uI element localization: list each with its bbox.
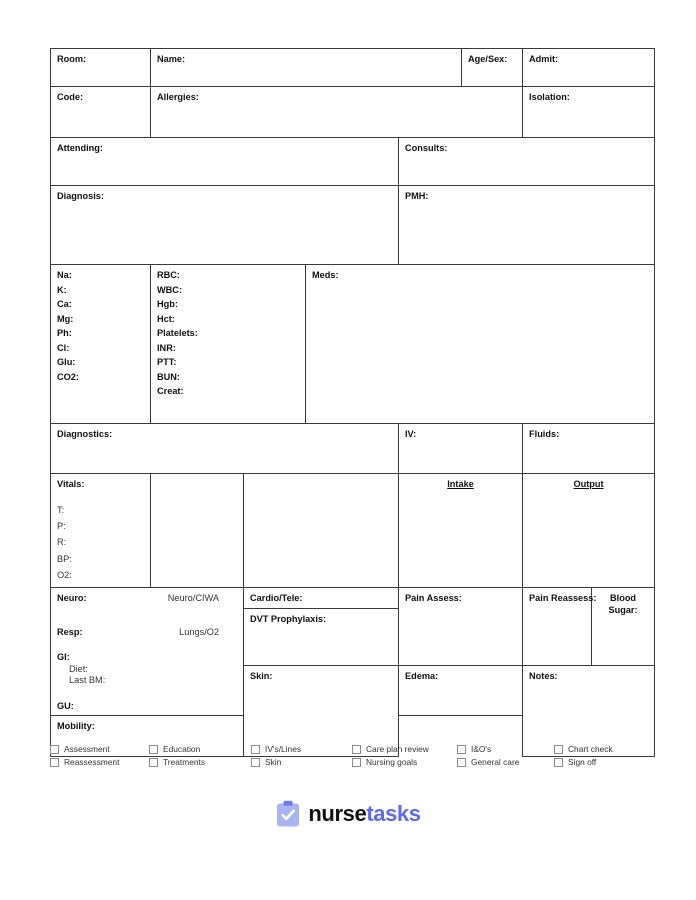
neuro-label: Neuro: [57,593,87,603]
cell-diagnostics[interactable] [51,424,399,474]
resp-sublabel: Lungs/O2 [179,626,219,637]
nursing-report-table [50,48,655,757]
diagnosis-label: Diagnosis: [57,191,104,201]
table-row-assessment-top [51,588,655,609]
spacer [57,638,237,652]
cell-labs-chemistry[interactable] [51,265,151,424]
vitals-item: O2: [57,570,72,581]
iv-label: IV: [405,429,417,439]
edema-label: Edema: [405,670,439,681]
lab-item: Mg: [57,313,74,324]
lab-item: PTT: [157,357,177,367]
cell-skin[interactable] [244,665,399,757]
spacer [57,605,237,627]
checkbox-label: Nursing goals [366,756,418,767]
checkbox-item-general-care[interactable] [457,757,554,768]
checkbox-icon[interactable] [457,745,466,754]
vitals-item: BP: [57,553,72,564]
fluids-label: Fluids: [529,429,560,439]
checkbox-item-sign-off[interactable] [554,757,654,768]
cell-vitals-column-1[interactable] [151,474,244,588]
pain-assess-label: Pain Assess: [405,593,462,603]
checkbox-label: IV's/Lines [265,744,302,754]
checkbox-label: Skin [265,756,282,767]
cell-pain-assess[interactable] [399,588,523,666]
pain-reassess-label: Pain Reassess: [529,593,597,603]
table-row-labs-meds [51,265,655,424]
diet-label: Diet: [69,663,88,674]
lab-item: Hct: [157,313,175,324]
intake-label: Intake [447,479,474,489]
checkbox-label: General care [471,756,520,767]
checkbox-item-chart-check[interactable] [554,744,654,755]
checklist-column [352,744,457,768]
cell-notes[interactable] [523,665,655,757]
diagnostics-label: Diagnostics: [57,429,113,439]
skin-label: Skin: [250,670,273,681]
meds-label: Meds: [312,270,339,280]
name-label: Name: [157,54,186,64]
checkbox-item-reassessment[interactable] [50,757,149,768]
lab-item: Platelets: [157,328,198,338]
cell-isolation[interactable] [523,87,655,138]
checkbox-label: Chart check [568,744,613,754]
neuro-sublabel: Neuro/CIWA [167,593,219,603]
cell-code[interactable] [51,87,151,138]
table-row-diagnostics-iv-fluids [51,424,655,474]
checkbox-icon[interactable] [457,758,466,767]
lab-item: RBC: [157,270,180,280]
task-checklist [50,744,654,768]
cell-allergies[interactable] [151,87,523,138]
checkbox-item-intake-output[interactable] [457,744,554,755]
code-label: Code: [57,92,84,102]
lab-item: Ca: [57,299,72,309]
notes-label: Notes: [529,670,558,681]
spacer [57,687,237,701]
cell-vitals-column-2[interactable] [244,474,399,588]
last-bm-label: Last BM: [69,675,106,685]
checklist-column [149,744,251,768]
checkbox-label: Care plan review [366,744,429,754]
cell-name[interactable] [151,49,462,87]
checkbox-label: Assessment [64,744,110,754]
cell-age-sex[interactable] [462,49,523,87]
vitals-item: P: [57,521,66,532]
checklist-column [457,744,554,768]
checkbox-icon[interactable] [149,745,158,754]
checkbox-label: Sign off [568,756,597,767]
lab-item: WBC: [157,284,183,295]
cell-admit[interactable] [523,49,655,87]
checkbox-icon[interactable] [554,758,563,767]
checkbox-icon[interactable] [149,758,158,767]
dvt-prophylaxis-label: DVT Prophylaxis: [250,613,327,624]
cell-labs-hematology[interactable] [151,265,306,424]
checkbox-label: Reassessment [64,756,120,767]
checkbox-icon[interactable] [50,745,59,754]
attending-label: Attending: [57,143,103,153]
checkbox-item-education[interactable] [149,744,251,755]
checkbox-item-skin[interactable] [251,757,352,768]
cell-output[interactable] [523,474,655,588]
cell-pmh[interactable] [399,186,655,265]
cardio-tele-label: Cardio/Tele: [250,593,303,603]
gu-label: GU: [57,700,74,711]
brand-logo [0,800,696,828]
isolation-label: Isolation: [529,92,570,102]
checkbox-icon[interactable] [352,745,361,754]
cell-vitals[interactable] [51,474,151,588]
checkbox-item-treatments[interactable] [149,757,251,768]
consults-label: Consults: [405,143,448,153]
lab-item: BUN: [157,371,180,382]
neuro-row [57,593,237,605]
lab-item: K: [57,284,67,295]
checkbox-item-assessment[interactable] [50,744,149,755]
blood-sugar-label-line2: Sugar: [608,604,638,615]
lab-item: Creat: [157,386,184,396]
vitals-list [57,503,144,584]
checklist-column [50,744,149,768]
mobility-label: Mobility: [57,721,95,731]
output-label: Output [573,479,604,489]
lab-item: Hgb: [157,299,178,309]
checklist-column [251,744,352,768]
cell-fluids[interactable] [523,424,655,474]
cell-room[interactable] [51,49,151,87]
cell-meds[interactable] [306,265,655,424]
table-row-identification [51,49,655,87]
checkbox-label: Education [163,744,201,754]
brand-name-primary: nurse [308,801,367,826]
lab-item: Glu: [57,357,76,367]
checkbox-icon[interactable] [554,745,563,754]
checkbox-icon[interactable] [251,745,260,754]
resp-row [57,627,237,639]
blood-sugar-label-line1: Blood [610,593,637,603]
clipboard-check-icon [275,800,301,828]
vitals-label: Vitals: [57,479,85,489]
table-row-vitals-intake-output [51,474,655,588]
cell-consults[interactable] [399,138,655,186]
brand-wordmark [308,803,420,825]
lab-item: INR: [157,342,176,353]
checkbox-icon[interactable] [352,758,361,767]
pmh-label: PMH: [405,191,429,201]
cell-cardio-tele[interactable] [244,588,399,609]
checkbox-icon[interactable] [50,758,59,767]
admit-label: Admit: [529,54,559,64]
table-row-diagnosis-pmh [51,186,655,265]
vitals-item: R: [57,537,67,548]
vitals-item: T: [57,504,65,515]
lab-item: CO2: [57,371,79,382]
cell-intake[interactable] [399,474,523,588]
cell-dvt-prophylaxis[interactable] [244,608,399,665]
checkbox-item-nursing-goals[interactable] [352,757,457,768]
age-sex-label: Age/Sex: [468,54,508,64]
lab-item: Na: [57,270,72,280]
table-row-code-allergies [51,87,655,138]
checkbox-item-care-plan-review[interactable] [352,744,457,755]
cell-edema[interactable] [399,665,523,716]
lab-item: Ph: [57,328,72,338]
gi-label: GI: [57,652,70,662]
checkbox-label: Treatments [163,756,206,767]
allergies-label: Allergies: [157,92,199,102]
brand-name-secondary: tasks [366,801,421,826]
table-row-attending-consults [51,138,655,186]
checklist-column [554,744,654,768]
cell-attending[interactable] [51,138,399,186]
cell-pain-reassess[interactable] [523,588,597,666]
cell-diagnosis[interactable] [51,186,399,265]
cell-blood-sugar[interactable] [592,588,655,666]
checkbox-item-ivs-lines[interactable] [251,744,352,755]
cell-neuro-resp-gi-gu[interactable] [51,588,244,716]
cell-iv[interactable] [399,424,523,474]
checkbox-icon[interactable] [251,758,260,767]
room-label: Room: [57,54,87,64]
lab-item: Cl: [57,342,70,353]
checkbox-label: I&O's [471,744,492,754]
resp-label: Resp: [57,626,83,637]
